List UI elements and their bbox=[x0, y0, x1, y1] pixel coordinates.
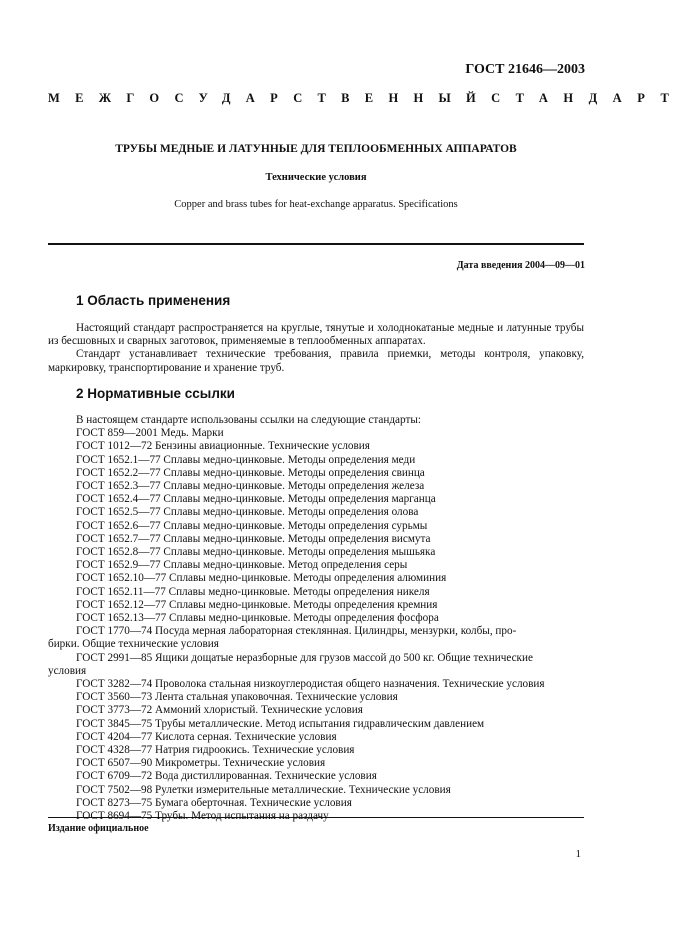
gost-code: ГОСТ 21646—2003 bbox=[465, 62, 585, 77]
reference-item: ГОСТ 3845—75 Трубы металлические. Метод испытания гидравлическим давлением bbox=[76, 717, 485, 730]
references-group-1 bbox=[48, 427, 588, 625]
reference-item: ГОСТ 1652.6—77 Сплавы медно-цинковые. Методы определения сурьмы bbox=[76, 519, 428, 532]
reference-item: ГОСТ 1652.1—77 Сплавы медно-цинковые. Методы определения меди bbox=[76, 453, 416, 466]
reference-item: ГОСТ 2991—85 Ящики дощатые неразборные для грузов массой до 500 кг. Общие технические bbox=[76, 651, 533, 664]
reference-item: ГОСТ 1652.13—77 Сплавы медно-цинковые. Методы определения фосфора bbox=[76, 612, 439, 625]
reference-item: ГОСТ 7502—98 Рулетки измерительные металлические. Технические условия bbox=[76, 783, 451, 796]
reference-item: ГОСТ 1652.7—77 Сплавы медно-цинковые. Методы определения висмута bbox=[76, 532, 431, 545]
references-list bbox=[48, 414, 588, 823]
banner-word-interstate bbox=[48, 91, 491, 106]
document-title: ТРУБЫ МЕДНЫЕ И ЛАТУННЫЕ ДЛЯ ТЕПЛООБМЕННЫХ АППАРАТОВ bbox=[115, 143, 517, 155]
reference-item: ГОСТ 6709—72 Вода дистиллированная. Технические условия bbox=[76, 770, 377, 783]
section-1-heading: 1 Область применения bbox=[76, 293, 231, 308]
document-subtitle: Технические условия bbox=[265, 172, 367, 183]
reference-item: ГОСТ 1770—74 Посуда мерная лабораторная стеклянная. Цилиндры, мензурки, колбы, про- bbox=[76, 625, 517, 638]
banner-word-text: СТАНДАРТ bbox=[491, 91, 684, 105]
reference-item: ГОСТ 4328—77 Натрия гидроокись. Технические условия bbox=[76, 744, 355, 757]
references-group-2 bbox=[48, 678, 588, 823]
reference-item: ГОСТ 1652.11—77 Сплавы медно-цинковые. Методы определения никеля bbox=[76, 585, 430, 598]
reference-item: ГОСТ 1012—72 Бензины авиационные. Технические условия bbox=[76, 440, 370, 453]
introduction-date: Дата введения 2004—09—01 bbox=[456, 260, 585, 271]
reference-item: ГОСТ 1652.9—77 Сплавы медно-цинковые. Метод определения серы bbox=[76, 559, 408, 572]
english-title: Copper and brass tubes for heat-exchange apparatus. Specifications bbox=[174, 199, 458, 210]
reference-item: ГОСТ 4204—77 Кислота серная. Технические условия bbox=[76, 730, 337, 743]
reference-item: ГОСТ 1652.12—77 Сплавы медно-цинковые. Методы определения кремния bbox=[76, 598, 438, 611]
section-2-heading: 2 Нормативные ссылки bbox=[76, 386, 235, 401]
reference-item: ГОСТ 1652.8—77 Сплавы медно-цинковые. Методы определения мышьяка bbox=[76, 546, 436, 559]
reference-item: ГОСТ 1652.2—77 Сплавы медно-цинковые. Методы определения свинца bbox=[76, 466, 425, 479]
official-edition-label: Издание официальное bbox=[48, 823, 149, 834]
reference-item-continuation: условия bbox=[48, 664, 87, 677]
references-intro: В настоящем стандарте использованы ссылки на следующие стандарты: bbox=[76, 414, 421, 426]
reference-item: ГОСТ 1652.3—77 Сплавы медно-цинковые. Методы определения железа bbox=[76, 480, 425, 493]
footer-divider bbox=[48, 817, 584, 818]
banner-word-text: МЕЖГОСУДАРСТВЕННЫЙ bbox=[48, 91, 492, 105]
reference-item: ГОСТ 6507—90 Микрометры. Технические условия bbox=[76, 757, 326, 770]
reference-item: ГОСТ 3282—74 Проволока стальная низкоуглеродистая общего назначения. Технические условия bbox=[76, 678, 545, 691]
page-number: 1 bbox=[575, 848, 581, 860]
reference-item-continuation: бирки. Общие технические условия bbox=[48, 638, 219, 651]
reference-item: ГОСТ 1652.4—77 Сплавы медно-цинковые. Методы определения марганца bbox=[76, 493, 436, 506]
section-1-paragraph: Настоящий стандарт распространяется на круглые, тянутые и холоднокатаные медные и латунные трубы из бесшовных и сварных заготовок, применяемые в теплообменных аппаратах. bbox=[48, 322, 584, 348]
reference-item: ГОСТ 859—2001 Медь. Марки bbox=[76, 427, 224, 440]
reference-item: ГОСТ 1652.5—77 Сплавы медно-цинковые. Методы определения олова bbox=[76, 506, 419, 519]
reference-item: ГОСТ 1652.10—77 Сплавы медно-цинковые. Методы определения алюминия bbox=[76, 572, 447, 585]
reference-item: ГОСТ 3773—72 Аммоний хлористый. Технические условия bbox=[76, 704, 363, 717]
title-divider bbox=[48, 243, 584, 245]
section-1-paragraph: Стандарт устанавливает технические требования, правила приемки, методы контроля, упаковку, маркировку, транспортирование и хранение труб. bbox=[48, 348, 584, 374]
interstate-standard-banner bbox=[48, 91, 684, 106]
section-1-body bbox=[48, 322, 584, 375]
banner-word-standard bbox=[491, 91, 684, 106]
reference-item: ГОСТ 8273—75 Бумага оберточная. Технические условия bbox=[76, 796, 352, 809]
reference-item: ГОСТ 3560—73 Лента стальная упаковочная. Технические условия bbox=[76, 691, 398, 704]
